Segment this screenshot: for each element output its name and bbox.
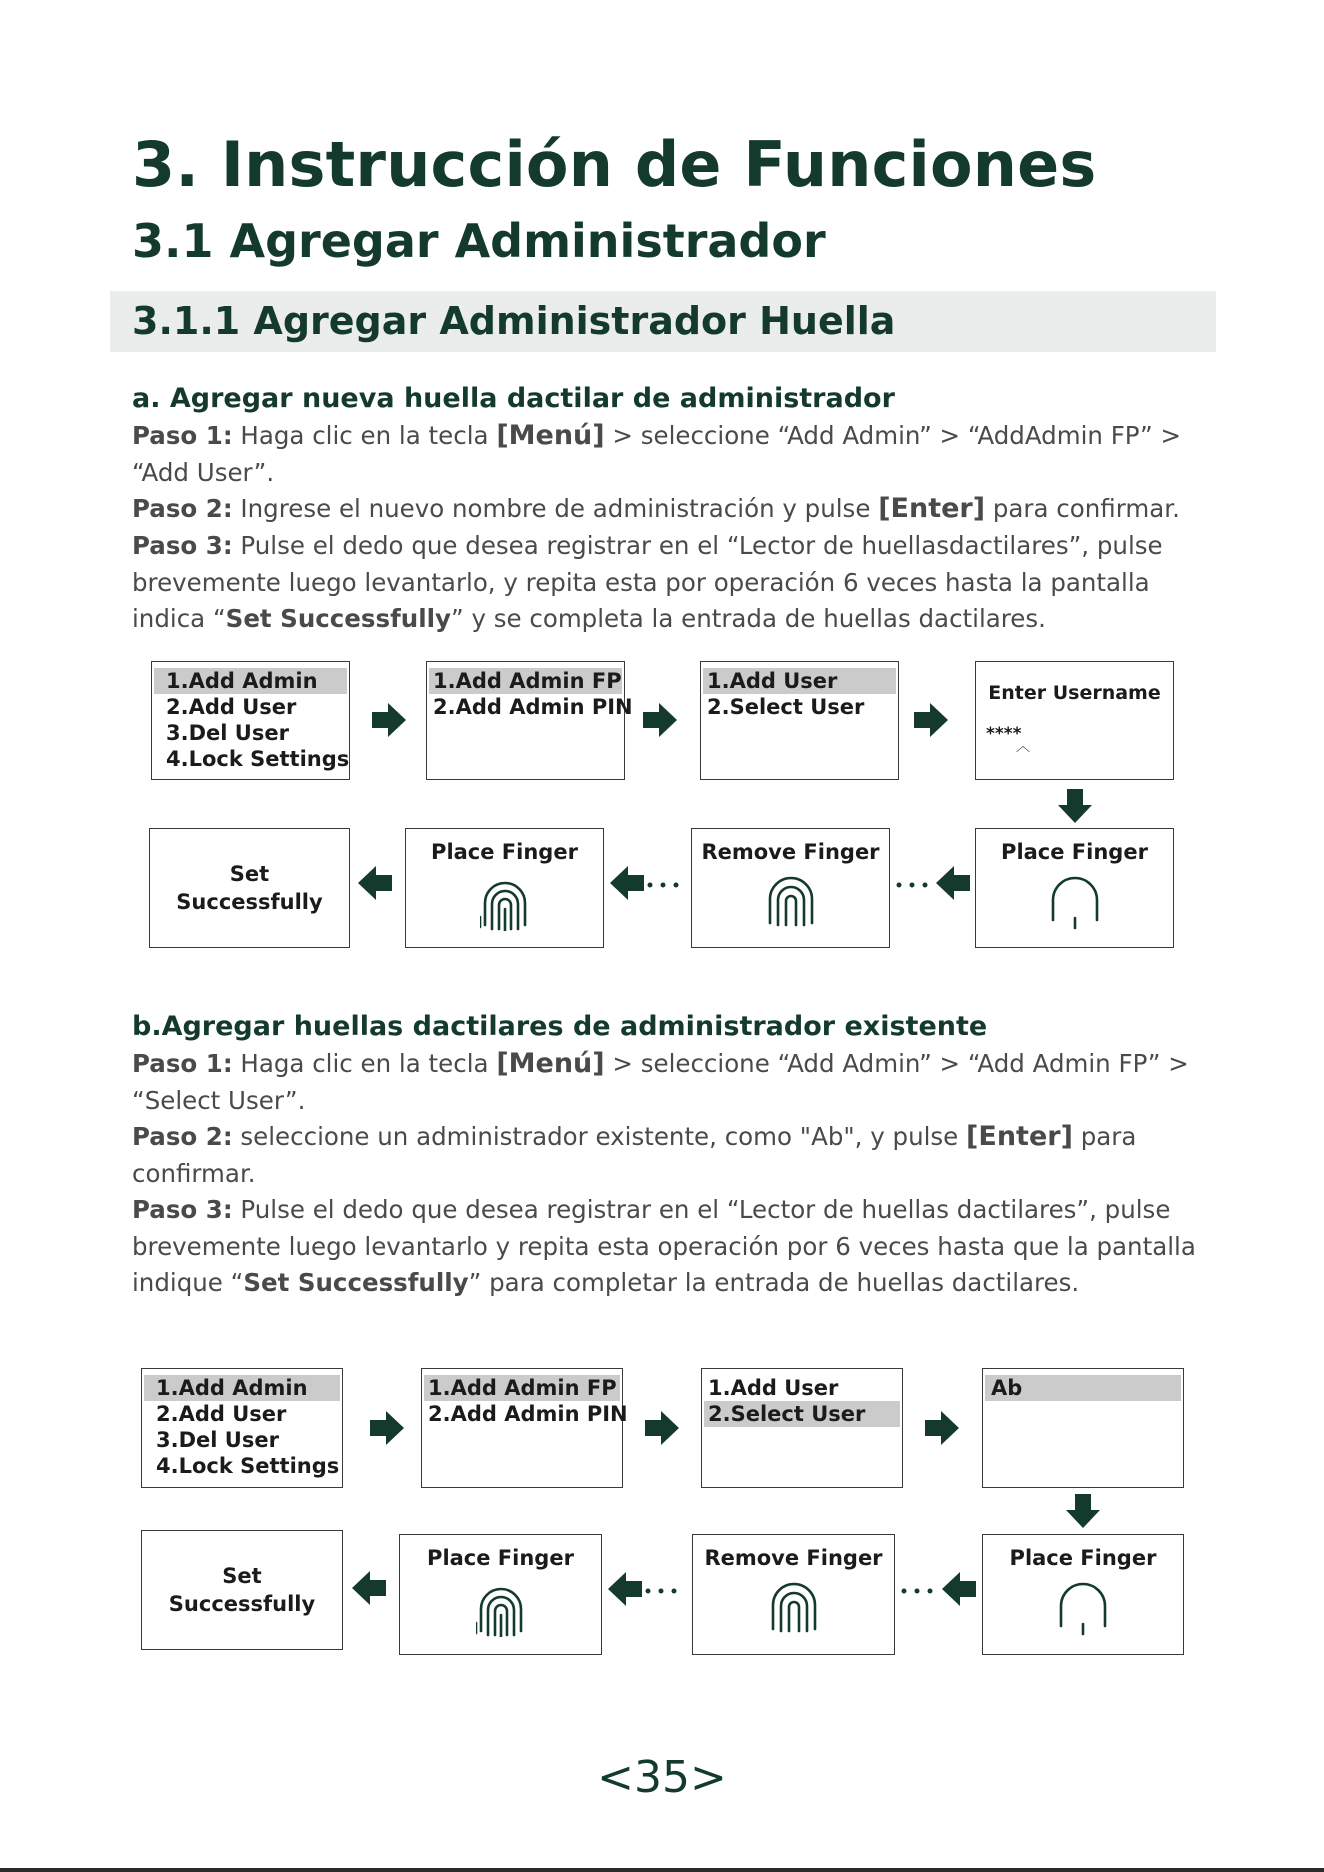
section-a-step1 [132, 418, 1212, 491]
place-finger-label: Place Finger [1001, 840, 1148, 864]
menu-item: 2.Add User [156, 1402, 287, 1426]
subsection-heading: 3.1.1 Agregar Administrador Huella [132, 299, 896, 343]
key-label: [Enter] [966, 1121, 1073, 1152]
success-message [142, 1562, 342, 1618]
step-text: Haga clic en la tecla [232, 1049, 497, 1078]
key-label: [Enter] [878, 493, 986, 524]
screen-place-finger-first [982, 1534, 1184, 1655]
menu-item: 2.Add Admin PIN [433, 695, 633, 719]
screen-remove-finger [692, 1534, 895, 1655]
section-b-step3 [132, 1192, 1212, 1302]
finger-outline-icon [1057, 1580, 1109, 1636]
menu-item-highlighted: 1.Add Admin [154, 668, 347, 694]
screen-enter-username [975, 661, 1174, 780]
section-a-title: a. Agregar nueva huella dactilar de administrador [132, 383, 895, 414]
step-text: Pulse el dedo que desea registrar en el “Lector de huellas dactilares”, pulse brevemente luego levantarlo y repita esta operación por 6 veces hasta que la pantalla indique “ [132, 1195, 1196, 1297]
screen-add-admin [426, 661, 633, 780]
arrow-left-icon [608, 1572, 642, 1606]
emphasis-text: Set Successfully [225, 604, 451, 633]
arrow-right-icon [645, 1411, 679, 1445]
finger-outline-icon [1049, 874, 1101, 930]
arrow-left-icon [352, 1571, 386, 1605]
success-message [150, 860, 349, 916]
step-text: Haga clic en la tecla [232, 421, 497, 450]
screen-existing-admin [982, 1368, 1184, 1488]
screen-add-user [700, 661, 899, 780]
place-finger-label: Place Finger [427, 1546, 574, 1570]
menu-item: 2.Add Admin PIN [428, 1402, 628, 1426]
step-label: Paso 2: [132, 494, 233, 523]
arrow-right-icon [925, 1411, 959, 1445]
section-b-step1 [132, 1046, 1212, 1119]
emphasis-text: Set Successfully [243, 1268, 469, 1297]
step-label: Paso 3: [132, 1195, 233, 1224]
arrow-down-icon [1066, 1494, 1100, 1528]
menu-item-highlighted: 1.Add Admin FP [429, 668, 622, 694]
screen-set-successfully [141, 1530, 343, 1650]
fingerprint-icon [480, 875, 530, 931]
step-text: > seleccione “Add Admin” > “AddAdmin FP” > “Add User”. [132, 421, 1182, 487]
section-b-step2 [132, 1119, 1182, 1192]
arrow-right-icon [643, 703, 677, 737]
step-label: Paso 2: [132, 1122, 233, 1151]
screen-select-user [701, 1368, 903, 1488]
place-finger-label: Place Finger [1009, 1546, 1157, 1570]
cursor-caret: ︿ [1016, 739, 1030, 755]
menu-item: 3.Del User [156, 1428, 279, 1452]
arrow-right-icon [370, 1411, 404, 1445]
screen-remove-finger [691, 828, 890, 948]
menu-item: 4.Lock Settings [156, 1454, 340, 1478]
screen-set-successfully [149, 828, 350, 948]
username-value: **** [986, 724, 1022, 744]
screen-place-finger-final [399, 1534, 602, 1655]
arrow-left-icon [936, 866, 970, 900]
page-title: 3. Instrucción de Funciones [132, 128, 1097, 201]
section-b-title: b.Agregar huellas dactilares de administrador existente [132, 1011, 988, 1042]
menu-item: 3.Del User [166, 721, 289, 745]
key-label: [Menú] [496, 1048, 605, 1079]
section-a-step2 [132, 491, 1212, 528]
step-label: Paso 1: [132, 1049, 233, 1078]
step-text: para confirmar. [132, 1122, 1137, 1188]
arrow-right-icon [914, 703, 948, 737]
screen-place-finger-final [405, 828, 604, 948]
admin-list-item-highlighted: Ab [985, 1375, 1181, 1401]
menu-item: 1.Add User [708, 1376, 839, 1400]
dots-icon [646, 881, 686, 889]
step-text: Pulse el dedo que desea registrar en el “Lector de huellasdactilares”, pulse brevemente luego levantarlo, y repita esta por operación 6 veces hasta la pantalla indica “ [132, 531, 1163, 633]
arrow-left-icon [610, 866, 644, 900]
fingerprint-icon [476, 1581, 526, 1637]
section-heading: 3.1 Agregar Administrador [132, 214, 826, 268]
menu-item-highlighted: 1.Add Admin FP [424, 1375, 620, 1401]
success-line1: Set [229, 862, 270, 886]
step-label: Paso 1: [132, 421, 233, 450]
bottom-edge-rule [0, 1868, 1324, 1872]
step-text: Ingrese el nuevo nombre de administración y pulse [232, 494, 879, 523]
step-text: para confirmar. [985, 494, 1180, 523]
remove-finger-label: Remove Finger [701, 840, 880, 864]
screen-main-menu [151, 661, 350, 780]
success-line1: Set [222, 1564, 262, 1588]
enter-username-label: Enter Username [988, 682, 1161, 704]
step-text: > seleccione “Add Admin” > “Add Admin FP” > “Select User”. [132, 1049, 1189, 1115]
fingerprint-icon [767, 873, 815, 927]
menu-item: 2.Add User [166, 695, 297, 719]
screen-add-admin [421, 1368, 628, 1488]
place-finger-label: Place Finger [431, 840, 578, 864]
arrow-left-icon [358, 866, 392, 900]
step-text: seleccione un administrador existente, como "Ab", y pulse [232, 1122, 967, 1151]
key-label: [Menú] [496, 420, 605, 451]
arrow-right-icon [372, 703, 406, 737]
dots-icon [895, 881, 935, 889]
menu-item-highlighted: 1.Add User [703, 668, 896, 694]
dots-icon [644, 1587, 684, 1595]
remove-finger-label: Remove Finger [704, 1546, 883, 1570]
dots-icon [900, 1587, 940, 1595]
step-text: ” y se completa la entrada de huellas dactilares. [450, 604, 1046, 633]
section-a-step3 [132, 528, 1212, 638]
page-number: <35> [597, 1752, 727, 1803]
success-line2: Successfully [168, 1592, 316, 1616]
menu-item-highlighted: 1.Add Admin [144, 1375, 340, 1401]
menu-item: 2.Select User [707, 695, 865, 719]
step-label: Paso 3: [132, 531, 233, 560]
step-text: ” para completar la entrada de huellas dactilares. [468, 1268, 1080, 1297]
arrow-down-icon [1058, 789, 1092, 823]
screen-place-finger-first [975, 828, 1174, 948]
arrow-left-icon [942, 1572, 976, 1606]
menu-item: 4.Lock Settings [166, 747, 350, 771]
fingerprint-icon [770, 1579, 818, 1633]
menu-item-highlighted: 2.Select User [704, 1401, 900, 1427]
success-line2: Successfully [176, 890, 323, 914]
screen-main-menu [141, 1368, 343, 1488]
